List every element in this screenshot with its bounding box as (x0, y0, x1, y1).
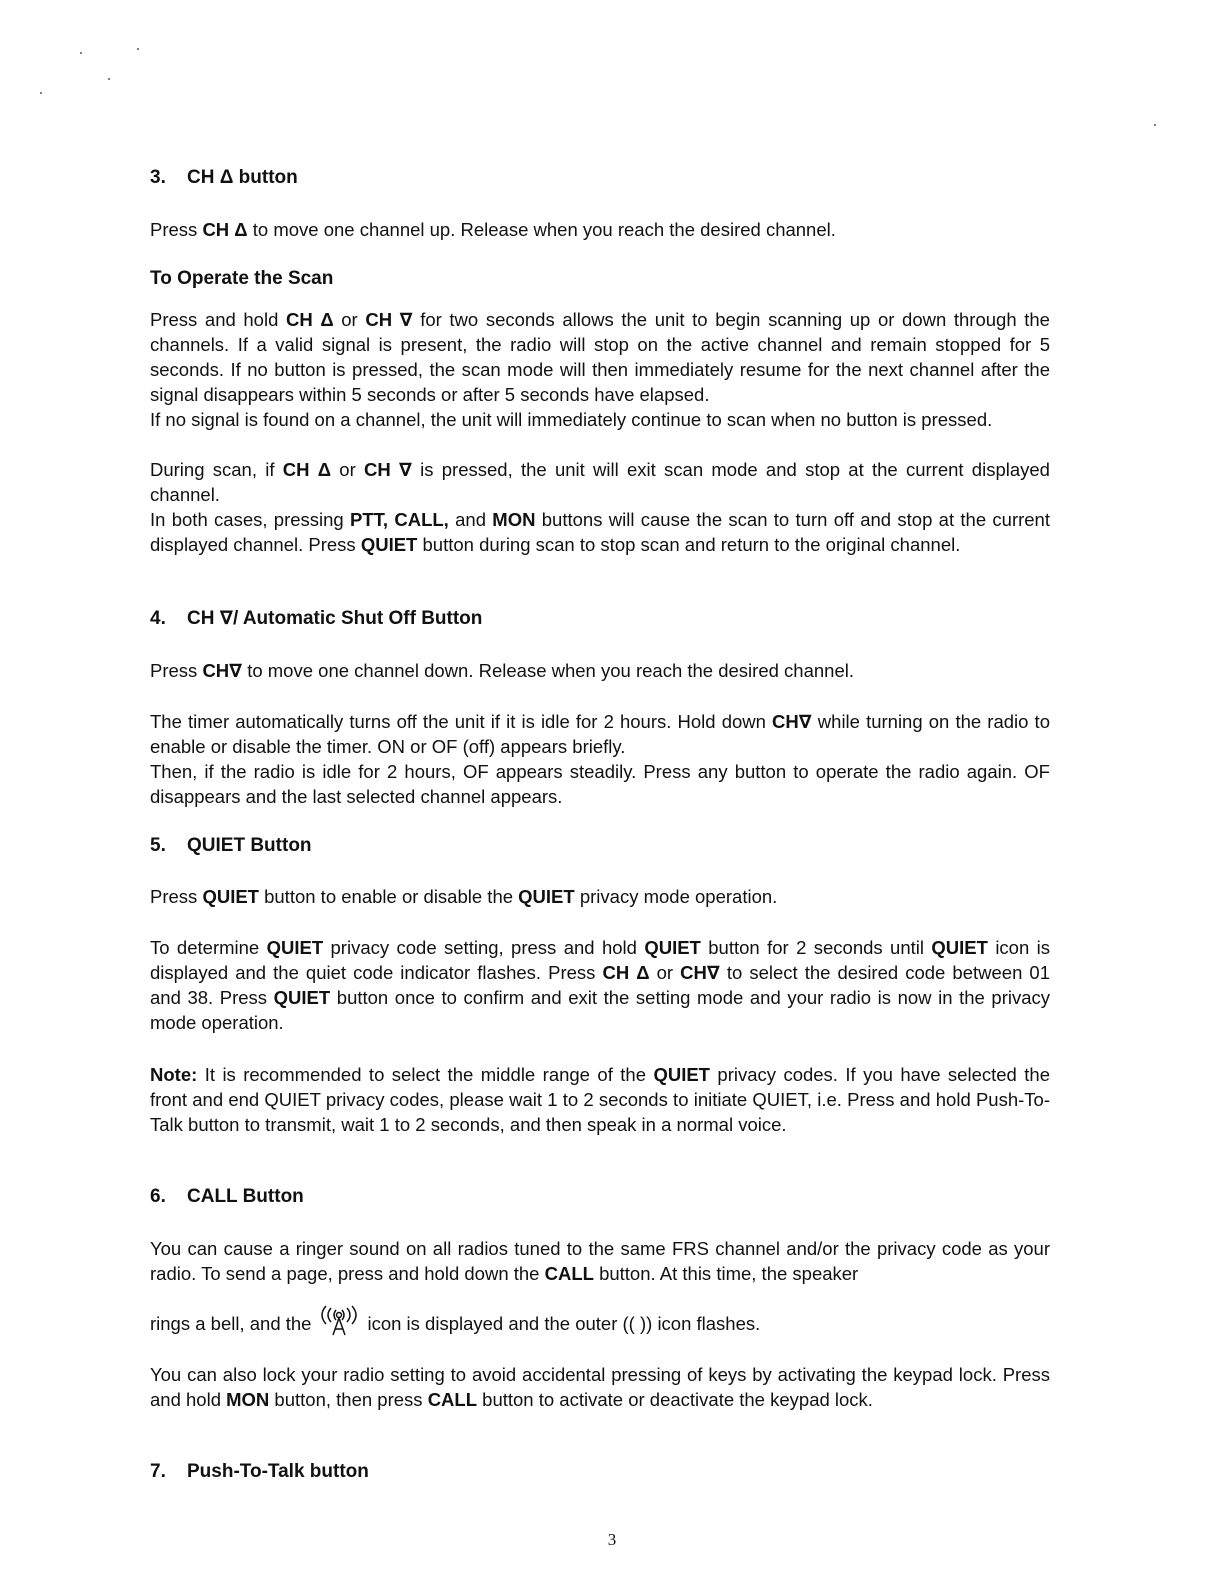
scan-speck (108, 78, 110, 80)
scan-speck (1154, 124, 1156, 126)
note-paragraph: Note: It is recommended to select the middle range of the QUIET privacy codes. If you have selected the front and end QUIET privacy codes, please wait 1 to 2 seconds to initiate QUIET, i.e. Press and hold Push-To-Talk button to transmit, wait 1 to 2 seconds, and then speak in a normal voice. (150, 1064, 1050, 1135)
paragraph: To determine QUIET privacy code setting, press and hold QUIET button for 2 seconds until QUIET icon is displayed and the quiet code indicator flashes. Press CH Δ or CH∇ to select the desired code between 01 and 38. Press QUIET button once to confirm and exit the setting mode and your radio is now in the privacy mode operation. (150, 937, 1051, 1033)
section-heading-quiet: 5. QUIET Button (150, 835, 312, 856)
paragraph: Press QUIET button to enable or disable the QUIET privacy mode operation. (150, 886, 778, 907)
paragraph: If no signal is found on a channel, the unit will immediately continue to scan when no button is pressed. (150, 409, 993, 430)
scan-speck (80, 52, 82, 54)
paragraph: You can also lock your radio setting to avoid accidental pressing of keys by activating the keypad lock. Press and hold MON button, then press CALL button to activate or deactivate the keypad lock. (150, 1364, 1050, 1410)
scan-speck (40, 92, 42, 94)
section-heading-ch-down: 4. CH ∇/ Automatic Shut Off Button (150, 608, 483, 629)
subheading-scan: To Operate the Scan (150, 268, 334, 289)
paragraph: Press and hold CH Δ or CH ∇ for two seconds allows the unit to begin scanning up or down through the channels. If a valid signal is present, the radio will stop on the active channel and remain stopped for 5 seconds. If no button is pressed, the scan mode will then immediately resume for the next channel after the signal disappears within 5 seconds or after 5 seconds have elapsed. (150, 309, 1050, 405)
section-heading-call: 6. CALL Button (150, 1186, 304, 1207)
paragraph: Then, if the radio is idle for 2 hours, OF appears steadily. Press any button to operate the radio again. OF disappears and the last selected channel appears. (150, 761, 1050, 807)
call-ringer-icon (312, 1302, 366, 1336)
paragraph: The timer automatically turns off the unit if it is idle for 2 hours. Hold down CH∇ while turning on the radio to enable or disable the timer. ON or OF (off) appears briefly. (150, 711, 1050, 757)
scan-speck (137, 48, 139, 50)
paragraph: Press CH∇ to move one channel down. Release when you reach the desired channel. (150, 660, 854, 681)
section-heading-ch-up: 3. CH Δ button (150, 167, 298, 188)
paragraph: Press CH Δ to move one channel up. Release when you reach the desired channel. (150, 219, 836, 240)
section-heading-ptt: 7. Push-To-Talk button (150, 1461, 369, 1482)
paragraph: You can cause a ringer sound on all radios tuned to the same FRS channel and/or the privacy code as your radio. To send a page, press and hold down the CALL button. At this time, the speaker (150, 1238, 1050, 1284)
paragraph: In both cases, pressing PTT, CALL, and MON buttons will cause the scan to turn off and stop at the current displayed channel. Press QUIET button during scan to stop scan and return to the original channel. (150, 509, 1050, 555)
paragraph: During scan, if CH Δ or CH ∇ is pressed, the unit will exit scan mode and stop at the current displayed channel. (150, 459, 1050, 505)
paragraph-line: rings a bell, and the icon is displayed and the outer (( )) icon flashes. (150, 1302, 1050, 1336)
page-number: 3 (607, 1530, 617, 1549)
